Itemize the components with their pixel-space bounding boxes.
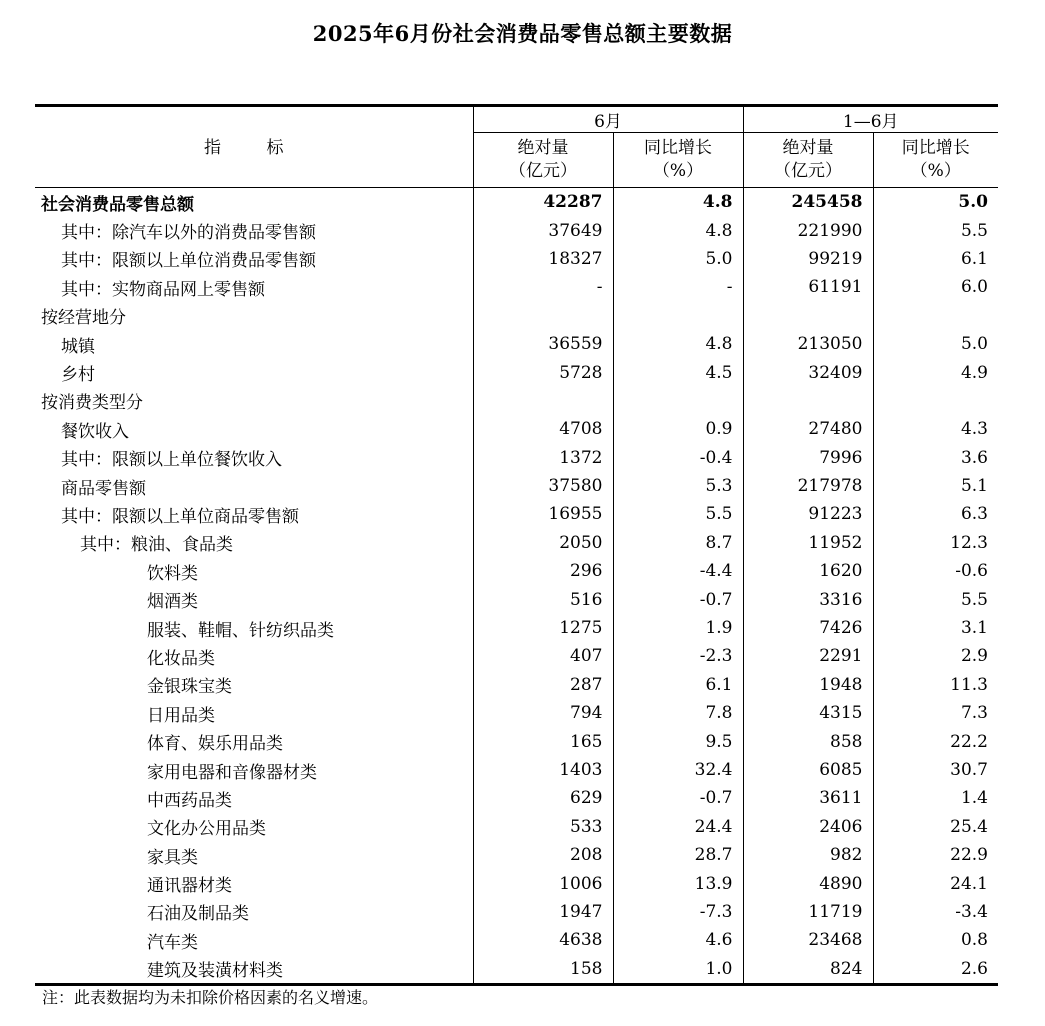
row-label: 日用品类: [147, 705, 215, 726]
table-row: [35, 302, 998, 330]
row-label: 城镇: [61, 336, 95, 357]
ytd-amount-cell: 99219: [743, 245, 873, 273]
table-row: [35, 415, 998, 443]
june-growth-cell: -4.4: [613, 557, 743, 585]
june-growth-cell: [613, 302, 743, 330]
ytd-amount-cell: 1620: [743, 557, 873, 585]
row-label: 按经营地分: [41, 308, 126, 329]
june-amount-cell: 37580: [473, 472, 613, 500]
ytd-growth-cell: 7.3: [873, 699, 998, 727]
table-row: [35, 898, 998, 926]
row-label: 其中：除汽车以外的消费品零售额: [61, 223, 316, 244]
table-row: [35, 188, 998, 217]
ytd-growth-cell: 2.9: [873, 642, 998, 670]
row-label: 化妆品类: [147, 648, 215, 669]
june-growth-cell: 4.8: [613, 188, 743, 217]
ytd-growth-cell: 5.5: [873, 585, 998, 613]
table-row: [35, 841, 998, 869]
table-row: [35, 756, 998, 784]
row-label: 乡村: [61, 365, 95, 386]
june-amount-cell: -: [473, 273, 613, 301]
table-row: [35, 216, 998, 244]
ytd-growth-cell: 4.3: [873, 415, 998, 443]
june-amount-cell: 287: [473, 671, 613, 699]
june-amount-cell: 5728: [473, 358, 613, 386]
june-amount-cell: 296: [473, 557, 613, 585]
june-amount-cell: 37649: [473, 216, 613, 244]
ytd-amount-header: 绝对量 （亿元）: [743, 133, 873, 188]
row-label: 家具类: [147, 847, 198, 868]
ytd-amount-cell: 3611: [743, 784, 873, 812]
table-row: [35, 614, 998, 642]
june-amount-cell: 36559: [473, 330, 613, 358]
june-amount-cell: 794: [473, 699, 613, 727]
table-row: [35, 529, 998, 557]
row-label: 商品零售额: [61, 478, 146, 499]
june-growth-cell: -: [613, 273, 743, 301]
row-label: 体育、娱乐用品类: [147, 734, 283, 755]
ytd-amount-cell: 982: [743, 841, 873, 869]
table-row: [35, 699, 998, 727]
june-growth-cell: 1.0: [613, 955, 743, 985]
ytd-growth-cell: 6.0: [873, 273, 998, 301]
ytd-amount-cell: 221990: [743, 216, 873, 244]
table-row: [35, 472, 998, 500]
ytd-amount-cell: 245458: [743, 188, 873, 217]
ytd-amount-cell: 213050: [743, 330, 873, 358]
table-row: [35, 869, 998, 897]
ytd-amount-cell: 7996: [743, 444, 873, 472]
ytd-growth-header: 同比增长 （%）: [873, 133, 998, 188]
june-growth-cell: 4.8: [613, 216, 743, 244]
ytd-growth-cell: 24.1: [873, 869, 998, 897]
june-amount-cell: [473, 387, 613, 415]
june-growth-cell: 4.8: [613, 330, 743, 358]
ytd-amount-cell: 2406: [743, 813, 873, 841]
ytd-growth-cell: 3.6: [873, 444, 998, 472]
june-growth-cell: 6.1: [613, 671, 743, 699]
june-growth-cell: 4.5: [613, 358, 743, 386]
row-label: 通讯器材类: [147, 876, 232, 897]
row-label: 金银珠宝类: [147, 677, 232, 698]
table-row: [35, 955, 998, 985]
ytd-amount-cell: 1948: [743, 671, 873, 699]
june-amount-cell: 16955: [473, 500, 613, 528]
ytd-amount-cell: 217978: [743, 472, 873, 500]
ytd-amount-cell: 11719: [743, 898, 873, 926]
table-row: [35, 813, 998, 841]
ytd-growth-cell: 5.0: [873, 188, 998, 217]
table-row: [35, 671, 998, 699]
ytd-growth-cell: 6.3: [873, 500, 998, 528]
row-label: 其中：实物商品网上零售额: [61, 279, 265, 300]
june-growth-cell: [613, 387, 743, 415]
june-amount-cell: 2050: [473, 529, 613, 557]
ytd-growth-cell: -0.6: [873, 557, 998, 585]
ytd-amount-cell: 61191: [743, 273, 873, 301]
ytd-growth-cell: 1.4: [873, 784, 998, 812]
june-growth-cell: 24.4: [613, 813, 743, 841]
ytd-growth-cell: 22.2: [873, 727, 998, 755]
june-growth-cell: 28.7: [613, 841, 743, 869]
june-growth-cell: 7.8: [613, 699, 743, 727]
june-growth-cell: 5.0: [613, 245, 743, 273]
indicator-header: 指 标: [35, 106, 473, 188]
june-growth-cell: -0.7: [613, 585, 743, 613]
ytd-amount-cell: 858: [743, 727, 873, 755]
june-growth-cell: -0.7: [613, 784, 743, 812]
ytd-amount-cell: [743, 387, 873, 415]
row-label: 家用电器和音像器材类: [147, 762, 317, 783]
ytd-growth-cell: 6.1: [873, 245, 998, 273]
table-row: [35, 926, 998, 954]
ytd-growth-cell: -3.4: [873, 898, 998, 926]
row-label: 烟酒类: [147, 592, 198, 613]
page-title: 2025年6月份社会消费品零售总额主要数据: [312, 21, 733, 46]
ytd-amount-cell: 32409: [743, 358, 873, 386]
june-amount-cell: 1006: [473, 869, 613, 897]
june-amount-cell: 158: [473, 955, 613, 985]
ytd-growth-cell: 3.1: [873, 614, 998, 642]
ytd-growth-cell: [873, 302, 998, 330]
june-growth-cell: 32.4: [613, 756, 743, 784]
june-growth-cell: 13.9: [613, 869, 743, 897]
ytd-amount-cell: [743, 302, 873, 330]
retail-sales-table: [35, 104, 998, 986]
row-label: 餐饮收入: [61, 421, 129, 442]
table-row: [35, 444, 998, 472]
june-amount-cell: 629: [473, 784, 613, 812]
june-growth-cell: -0.4: [613, 444, 743, 472]
ytd-growth-cell: 5.5: [873, 216, 998, 244]
ytd-amount-cell: 11952: [743, 529, 873, 557]
ytd-growth-cell: [873, 387, 998, 415]
june-amount-cell: [473, 302, 613, 330]
footnote: 注：此表数据均为未扣除价格因素的名义增速。: [42, 988, 379, 1007]
ytd-amount-cell: 3316: [743, 585, 873, 613]
june-amount-cell: 4638: [473, 926, 613, 954]
table-row: [35, 642, 998, 670]
june-growth-cell: 1.9: [613, 614, 743, 642]
jan-jun-header: 1—6月: [743, 106, 998, 133]
june-amount-cell: 1947: [473, 898, 613, 926]
table-row: [35, 387, 998, 415]
june-amount-cell: 407: [473, 642, 613, 670]
table-row: [35, 784, 998, 812]
june-growth-cell: 9.5: [613, 727, 743, 755]
june-amount-cell: 516: [473, 585, 613, 613]
row-label: 按消费类型分: [41, 393, 143, 414]
ytd-growth-cell: 25.4: [873, 813, 998, 841]
ytd-amount-cell: 27480: [743, 415, 873, 443]
ytd-amount-cell: 23468: [743, 926, 873, 954]
ytd-growth-cell: 22.9: [873, 841, 998, 869]
june-growth-cell: 5.5: [613, 500, 743, 528]
june-growth-cell: 4.6: [613, 926, 743, 954]
ytd-growth-cell: 2.6: [873, 955, 998, 985]
ytd-amount-cell: 91223: [743, 500, 873, 528]
june-growth-cell: -7.3: [613, 898, 743, 926]
ytd-growth-cell: 5.1: [873, 472, 998, 500]
row-label: 社会消费品零售总额: [41, 194, 194, 215]
table-row: [35, 500, 998, 528]
ytd-amount-cell: 6085: [743, 756, 873, 784]
june-amount-cell: 533: [473, 813, 613, 841]
ytd-amount-cell: 2291: [743, 642, 873, 670]
june-amount-cell: 1403: [473, 756, 613, 784]
row-label: 中西药品类: [147, 790, 232, 811]
row-label: 文化办公用品类: [147, 819, 266, 840]
row-label: 石油及制品类: [147, 904, 249, 925]
june-amount-cell: 165: [473, 727, 613, 755]
june-amount-cell: 1275: [473, 614, 613, 642]
ytd-growth-cell: 5.0: [873, 330, 998, 358]
row-label: 汽车类: [147, 932, 198, 953]
row-label: 服装、鞋帽、针纺织品类: [147, 620, 334, 641]
june-growth-cell: 5.3: [613, 472, 743, 500]
june-amount-cell: 4708: [473, 415, 613, 443]
table-row: [35, 358, 998, 386]
table-row: [35, 273, 998, 301]
table-row: [35, 557, 998, 585]
row-label: 其中：限额以上单位商品零售额: [61, 506, 299, 527]
june-growth-cell: 8.7: [613, 529, 743, 557]
june-amount-cell: 1372: [473, 444, 613, 472]
june-amount-cell: 18327: [473, 245, 613, 273]
ytd-growth-cell: 4.9: [873, 358, 998, 386]
ytd-growth-cell: 11.3: [873, 671, 998, 699]
june-header: 6月: [473, 106, 743, 133]
june-amount-cell: 208: [473, 841, 613, 869]
june-growth-cell: 0.9: [613, 415, 743, 443]
row-label: 建筑及装潢材料类: [35, 955, 473, 985]
ytd-amount-cell: 824: [743, 955, 873, 985]
ytd-amount-cell: 7426: [743, 614, 873, 642]
june-amount-header: 绝对量 （亿元）: [473, 133, 613, 188]
ytd-amount-cell: 4315: [743, 699, 873, 727]
june-growth-header: 同比增长 （%）: [613, 133, 743, 188]
june-amount-cell: 42287: [473, 188, 613, 217]
ytd-growth-cell: 30.7: [873, 756, 998, 784]
ytd-amount-cell: 4890: [743, 869, 873, 897]
ytd-growth-cell: 12.3: [873, 529, 998, 557]
row-label: 其中：粮油、食品类: [80, 535, 233, 556]
row-label: 其中：限额以上单位餐饮收入: [61, 450, 282, 471]
june-growth-cell: -2.3: [613, 642, 743, 670]
ytd-growth-cell: 0.8: [873, 926, 998, 954]
table-row: [35, 585, 998, 613]
table-row: [35, 330, 998, 358]
row-label: 饮料类: [147, 563, 198, 584]
table-row: [35, 727, 998, 755]
row-label: 其中：限额以上单位消费品零售额: [61, 251, 316, 272]
table-row: [35, 245, 998, 273]
